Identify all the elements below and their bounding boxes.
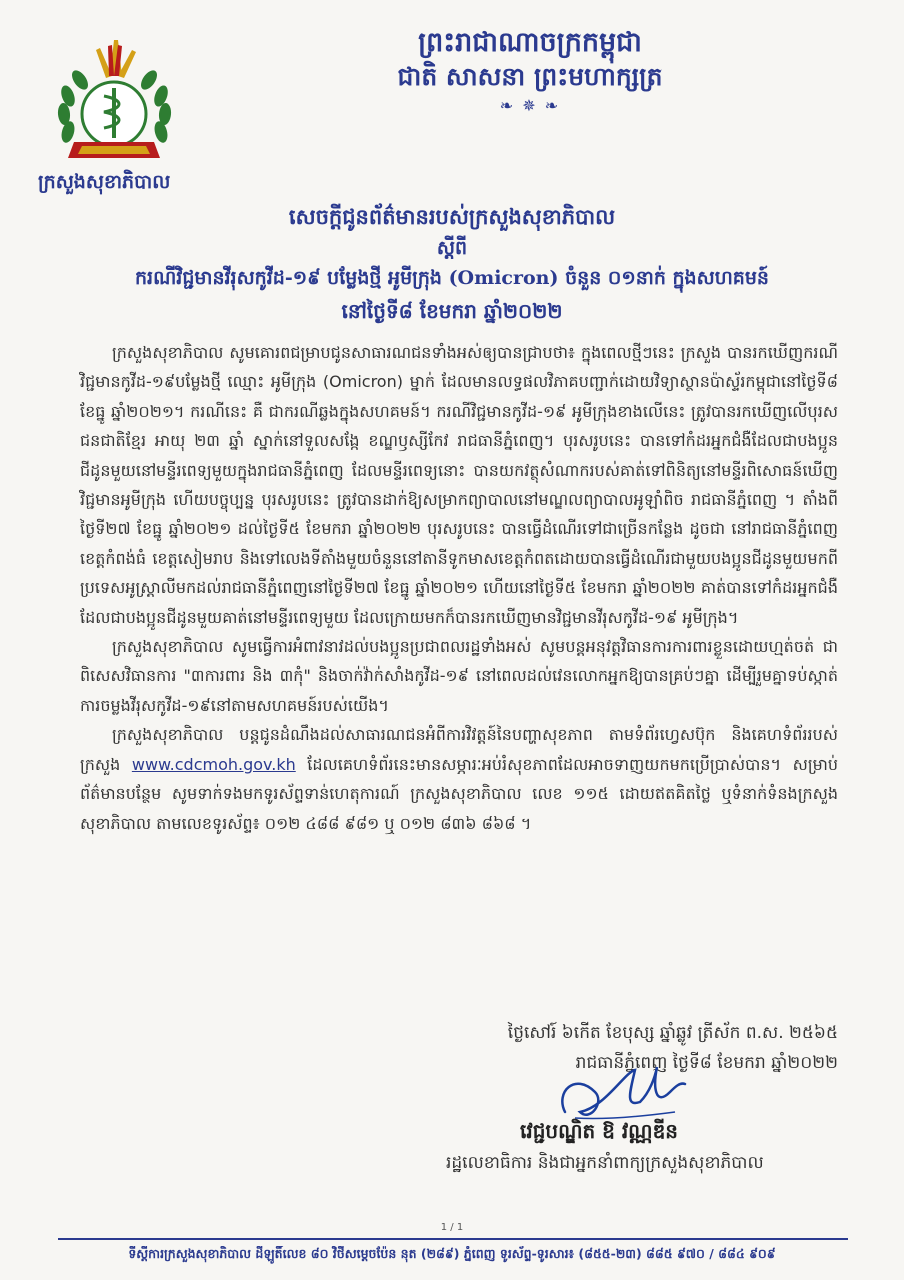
footer-divider <box>58 1238 848 1240</box>
paragraph-3-end: ដែលគេហទំព័រនេះមានសម្ភារៈអប់រំសុខភាពដែលអាចទាញយកមកប្រើប្រាស់បាន។ សម្រាប់ព័ត៌មានបន្ថែម សូមទាក់ទងមកទូរស័ព្ទទាន់ហេតុការណ៍ ក្រសួងសុខាភិបាល លេខ ១១៥ ដោយឥតគិតថ្លៃ ឬទំនាក់ទំនងក្រសួងសុខាភិបាល តាមលេខទូរស័ព្ទ៖ ០១២ ៤៨៨ ៩៨១ ឬ ០១២ ៨៣៦ ៨៦៨ ។ <box>80 754 839 833</box>
body-text <box>80 338 838 838</box>
paragraph-1: ក្រសួងសុខាភិបាល សូមគោរពជម្រាបជូនសាធារណជនទាំងអស់ឲ្យបានជ្រាបថា៖ ក្នុងពេលថ្មីៗនេះ ក្រសួង បានរកឃើញករណីវិជ្ជមានកូវីដ-១៩បម្លែងថ្មី ឈ្មោះ អូមីក្រុង (Omicron) ម្នាក់ ដែលមានលទ្ធផលវិភាគបញ្ជាក់ដោយវិទ្យាស្ថានប៉ាស្ទ័រកម្ពុជានៅថ្ងៃទី៨ ខែធ្នូ ឆ្នាំ២០២១។ ករណីនេះ គឺ ជាករណីឆ្លងក្នុងសហគមន៍។ ករណីវិជ្ជមានកូវីដ-១៩ អូមីក្រុងខាងលើនេះ ត្រូវបានរកឃើញលើបុរសជនជាតិខ្មែរ អាយុ ២៣ ឆ្នាំ ស្នាក់នៅទួលសង្កែ ខណ្ឌឫស្សីកែវ រាជធានីភ្នំពេញ។ បុរសរូបនេះ បានទៅកំដរអ្នកជំងឺដែលជាបងប្អូនជីដូនមួយនៅមន្ទីរពេទ្យមួយក្នុងរាជធានីភ្នំពេញ ដែលមន្ទីរពេទ្យនោះ បានយកវត្ថុសំណាករបស់គាត់ទៅពិនិត្យនៅមន្ទីរពិសោធន៍ឃើញវិជ្ជមានអូមីក្រុង ហើយបច្ចុប្បន្ន បុរសរូបនេះ ត្រូវបានដាក់ឱ្យសម្រាកព្យាបាលនៅមណ្ឌលព្យាបាលអូឡាំពិច រាជធានីភ្នំពេញ ។ តាំងពីថ្ងៃទី២៧ ខែធ្នូ ឆ្នាំ២០២១ ដល់ថ្ងៃទី៥ ខែមករា ឆ្នាំ២០២២ បុរសរូបនេះ បានធ្វើដំណើរទៅជាច្រើនកន្លែង ដូចជា នៅរាជធានីភ្នំពេញ ខេត្តកំពង់ធំ ខេត្តសៀមរាប និងទៅលេងទីតាំងមួយចំនួននៅតានីទូកមាសខេត្តកំពតដោយបានធ្វើដំណើរជាមួយបងប្អូនជីដូនមួយមកពីប្រទេសអូស្ត្រាលីមកដល់រាជធានីភ្នំពេញនៅថ្ងៃទី២៧ ខែធ្នូ ឆ្នាំ២០២១ ហើយនៅថ្ងៃទី៥ ខែមករា ឆ្នាំ២០២២ គាត់បានទៅកំដរអ្នកជំងឺដែលជាបងប្អូនជីដូនមួយគាត់នៅមន្ទីរពេទ្យមួយ ដែលក្រោយមកក៏បានរកឃើញមានវិជ្ជមានវីរុសកូវីដ-១៩ អូមីក្រុង។ <box>80 343 838 627</box>
lunar-date: ថ្ងៃសៅរ៍ ៦កើត ខែបុស្ស ឆ្នាំឆ្លូវ ត្រីស័ក ព.ស. ២៥៦៥ <box>507 1023 838 1043</box>
ministry-name: ក្រសួងសុខាភិបាល <box>38 171 171 193</box>
ornament-divider: ❧ ✵ ❧ <box>499 96 561 115</box>
paragraph-3 <box>80 720 838 838</box>
motto-line: ជាតិ សាសនា ព្រះមហាក្សត្រ <box>397 62 663 91</box>
kingdom-line: ព្រះរាជាណាចក្រកម្ពុជា <box>418 27 642 58</box>
title-date: នៅថ្ងៃទី៨ ខែមករា ឆ្នាំ២០២២ <box>341 299 563 323</box>
page-number: 1 / 1 <box>440 1222 464 1233</box>
signer-name: វេជ្ជបណ្ឌិត ឱ វណ្ណឌីន <box>520 1119 678 1143</box>
ministry-emblem-icon <box>52 36 177 166</box>
footer-address: ទីស្តីការក្រសួងសុខាភិបាល ដីឡូតិ៍លេខ ៨០ វិថីសម្ដេចប៉ែន នុត (២៨៩) ភ្នំពេញ ទូរស័ព្ទ-ទូរសារ៖ (៨៥៥-២៣) ៨៨៥ ៩៧០ / ៨៨៤ ៩០៩ <box>128 1246 776 1261</box>
place-date: រាជធានីភ្នំពេញ ថ្ងៃទី៨ ខែមករា ឆ្នាំ២០២២ <box>575 1053 838 1073</box>
paragraph-2: ក្រសួងសុខាភិបាល សូមធ្វើការអំពាវនាវដល់បងប្អូនប្រជាពលរដ្ឋទាំងអស់ សូមបន្តអនុវត្តវិធានការការពារខ្លួនដោយហ្មត់ចត់ ជាពិសេសវិធានការ "៣ការពារ និង ៣កុំ" និងចាក់វ៉ាក់សាំងកូវីដ-១៩ នៅពេលដល់វេនលោកអ្នកឱ្យបានគ្រប់ៗគ្នា ដើម្បីរួមគ្នាទប់ស្កាត់ការចម្លងវីរុសកូវីដ-១៩នៅតាមសហគមន៍របស់យើង។ <box>80 637 838 715</box>
website-link[interactable]: www.cdcmoh.gov.kh <box>131 754 296 774</box>
title-subject: ករណីវិជ្ជមានវីរុសកូវីដ-១៩ បម្លែងថ្មី អូមីក្រុង (Omicron) ចំនួន ០១នាក់ ក្នុងសហគមន៍ <box>135 267 769 289</box>
paragraph-3-start: ក្រសួងសុខាភិបាល បន្តជូនដំណឹងដល់សាធារណជនអំពីការវិវត្តន៍នៃបញ្ហាសុខភាព តាមទំព័រហ្វេសប៊ុក និងគេហទំព័ររបស់ក្រសួង <box>80 725 838 774</box>
title-subject-label: ស្តីពី <box>436 237 468 259</box>
document-title: សេចក្តីជូនព័ត៌មានរបស់ក្រសួងសុខាភិបាល <box>288 204 616 229</box>
signer-title: រដ្ឋលេខាធិការ និងជាអ្នកនាំពាក្យក្រសួងសុខាភិបាល <box>446 1153 764 1173</box>
